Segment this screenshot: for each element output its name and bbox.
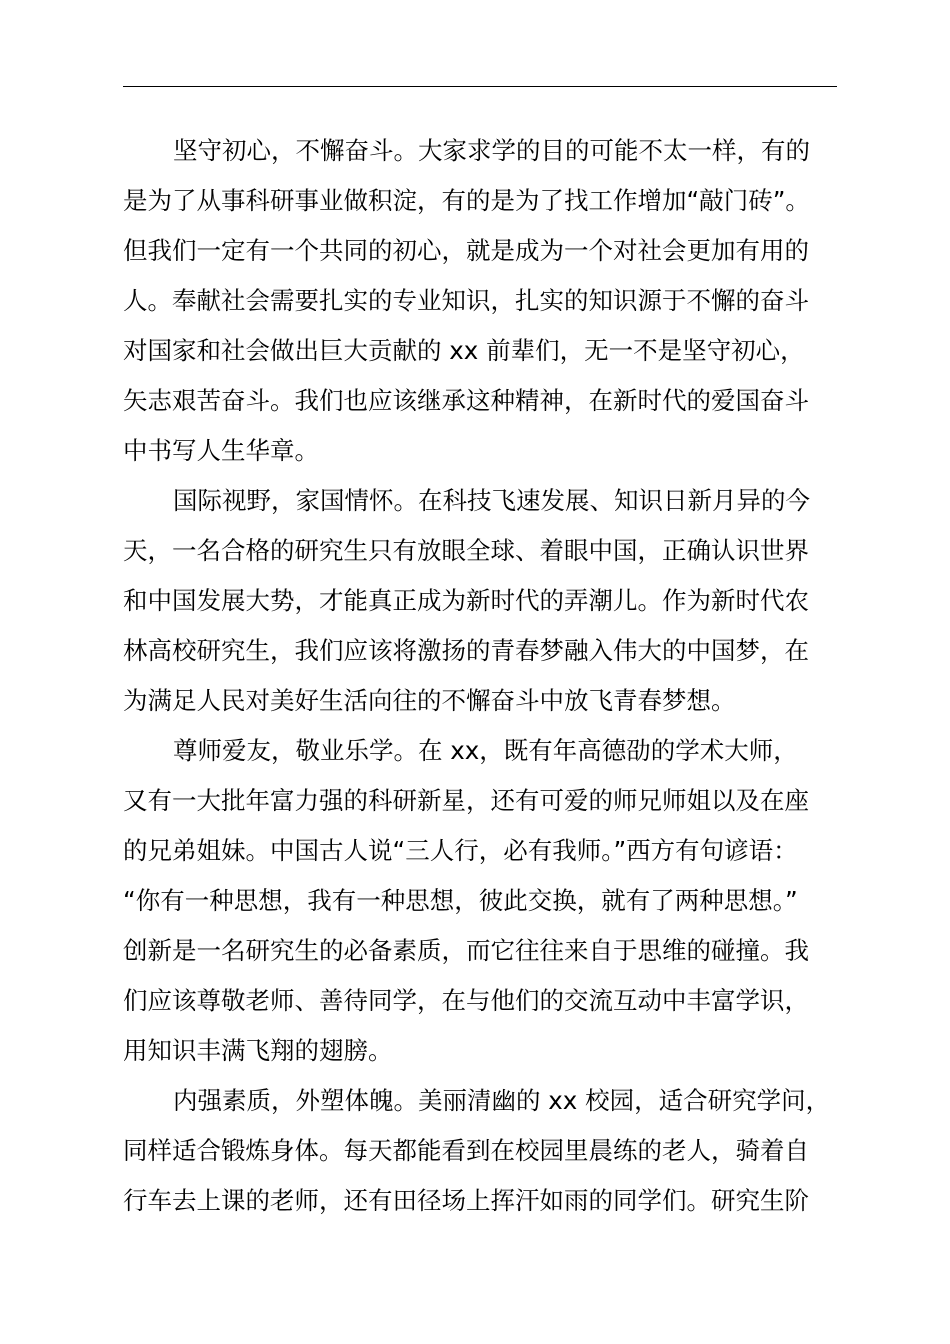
paragraph-3-line-1: 尊师爱友，敬业乐学。在 xx，既有年高德劭的学术大师， bbox=[173, 736, 798, 765]
paragraph-3-line-5: 创新是一名研究生的必备素质，而它往往来自于思维的碰撞。我 bbox=[123, 936, 809, 965]
paragraph-4-line-2: 同样适合锻炼身体。每天都能看到在校园里晨练的老人，骑着自 bbox=[123, 1136, 809, 1165]
paragraph-1-line-7: 中书写人生华章。 bbox=[123, 436, 319, 465]
paragraph-2-line-3: 和中国发展大势，才能真正成为新时代的弄潮儿。作为新时代农 bbox=[123, 586, 809, 615]
paragraph-1-line-2: 是为了从事科研事业做积淀，有的是为了找工作增加“敲门砖”。 bbox=[123, 186, 810, 215]
paragraph-3-line-2: 又有一大批年富力强的科研新星，还有可爱的师兄师姐以及在座 bbox=[123, 786, 809, 815]
document-body bbox=[123, 126, 837, 1226]
paragraph-3-line-4: “你有一种思想，我有一种思想，彼此交换，就有了两种思想。” bbox=[123, 886, 798, 915]
header-rule bbox=[123, 86, 837, 87]
paragraph-3-line-6: 们应该尊敬老师、善待同学，在与他们的交流互动中丰富学识， bbox=[123, 986, 809, 1015]
paragraph-4-line-1: 内强素质，外塑体魄。美丽清幽的 xx 校园，适合研究学问， bbox=[173, 1086, 831, 1115]
paragraph-2-line-2: 天，一名合格的研究生只有放眼全球、着眼中国，正确认识世界 bbox=[123, 536, 809, 565]
paragraph-1-line-3: 但我们一定有一个共同的初心，就是成为一个对社会更加有用的 bbox=[123, 236, 809, 265]
paragraph-2-line-5: 为满足人民对美好生活向往的不懈奋斗中放飞青春梦想。 bbox=[123, 686, 736, 715]
paragraph-1-line-1: 坚守初心，不懈奋斗。大家求学的目的可能不太一样，有的 bbox=[173, 136, 810, 165]
paragraph-2-line-4: 林高校研究生，我们应该将激扬的青春梦融入伟大的中国梦，在 bbox=[123, 636, 809, 665]
paragraph-1-line-5: 对国家和社会做出巨大贡献的 xx 前辈们，无一不是坚守初心， bbox=[123, 336, 805, 365]
paragraph-4-line-3: 行车去上课的老师，还有田径场上挥汗如雨的同学们。研究生阶 bbox=[123, 1186, 809, 1215]
paragraph-1-line-4: 人。奉献社会需要扎实的专业知识，扎实的知识源于不懈的奋斗 bbox=[123, 286, 809, 315]
paragraph-1-line-6: 矢志艰苦奋斗。我们也应该继承这种精神，在新时代的爱国奋斗 bbox=[123, 386, 809, 415]
paragraph-2-line-1: 国际视野，家国情怀。在科技飞速发展、知识日新月异的今 bbox=[173, 486, 810, 515]
paragraph-3-line-7: 用知识丰满飞翔的翅膀。 bbox=[123, 1036, 393, 1065]
paragraph-3-line-3: 的兄弟姐妹。中国古人说“三人行，必有我师。”西方有句谚语： bbox=[123, 836, 798, 865]
